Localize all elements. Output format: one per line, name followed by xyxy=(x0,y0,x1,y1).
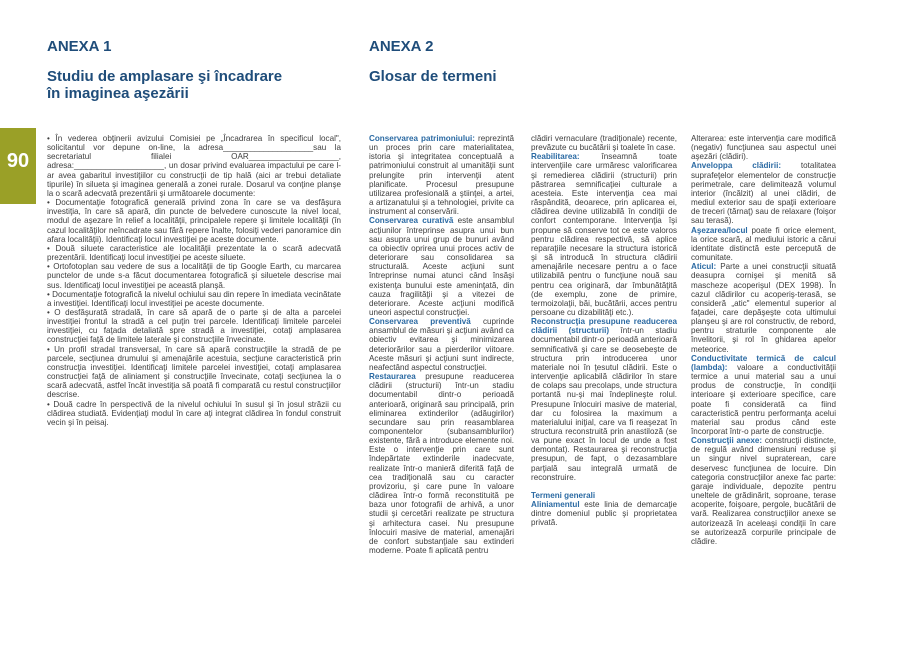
glossary-term: Conductivitate termică de calcul (lambda): xyxy=(691,353,836,372)
glossary-entry xyxy=(531,317,677,482)
glossary-term: Anveloppa clădirii: xyxy=(691,161,782,171)
glossary-term: Conservarea preventivă xyxy=(369,317,471,327)
glossary-definition: totalitatea suprafeţelor elementelor de construcţie perimetrale, care delimitează volumul interior (încălzit) al unei clădiri, de mediul exterior sau de spaţii exterioare de treceri (tărnaţ) sau de relaxare (foişor sau terasă). xyxy=(691,161,836,226)
annex-1-paragraph: • Documentaţie fotografică la nivelul ochiului sau din repere în imediata vecinătate a investiţiei. Identificaţi locul investiţiei pe aceste documente. xyxy=(47,289,341,308)
glossary-definition: reprezintă un proces prin care materialitatea, istoria şi integritatea conceptuală a patrimoniului construit al umanităţii sunt prelungite prin intervenţii atent planificate. Procesul presupune utilizarea profesională a ştiinţei, a artei, a artizanatului şi a tehnologiei, privite ca instrument al conservării. xyxy=(369,134,514,217)
glossary-entry xyxy=(531,500,677,527)
page-number: 90 xyxy=(6,150,30,172)
glossary-term: Conservarea patrimoniului: xyxy=(369,134,475,143)
annex-1-label: ANEXA 1 xyxy=(47,38,112,55)
glossary-term: Aliniamentul xyxy=(531,500,580,510)
glossary-definition: Parte a unei construcţii situată deasupra cornişei şi menită să mascheze acoperişul (DEX 1998). În cazul clădirilor cu acoperiş-terasă, se consideră „atic" elementul superior al faţadei, care depăşeşte cota ultimului planşeu şi are rol constructiv, de rebord, pentru straturile componente ale învelitorii, şi rol în ghidarea apelor meteorice. xyxy=(691,262,836,354)
glossary-entry xyxy=(369,134,514,216)
glossary-definition: cuprinde ansamblul de măsuri şi acţiuni având ca obiectiv evitarea şi minimizarea deteriorărilor sau a pierderilor viitoare. Aceste măsuri şi acţiuni sunt indirecte, neafectând aspectul construcţiei. xyxy=(369,317,514,372)
glossary-subheading: Termeni generali xyxy=(531,490,596,500)
annex-1-paragraph: • Două cadre în perspectivă de la nivelul ochiului în susul şi în josul străzii cu clădirea studiată. Evidenţiaţi modul în care aţi integrat clădirea în fondul construit vecin şi în peisaj. xyxy=(47,399,341,427)
glossary-entry xyxy=(369,372,514,555)
glossary-definition: este ansamblul acţiunilor întreprinse asupra unui bun sau asupra unui grup de bunuri având ca obiectiv oprirea unui proces activ de deteriorare sau consolidarea sa structurală. Aceste acţiuni sunt întreprinse numai atunci când însăşi existenţa bunului este ameninţată, din cauza fragilităţii şi a vitezei de deteriorare. Aceste acţiuni modifică uneori aspectul construcţiei. xyxy=(369,216,514,317)
glossary-term: Reconstrucţia presupune readucerea clădirii (structurii) xyxy=(531,317,677,336)
glossary-entry xyxy=(691,161,836,225)
glossary-term: Conservarea curativă xyxy=(369,216,454,226)
glossary-term: Reabilitarea: xyxy=(531,152,580,162)
glossary-entry xyxy=(691,436,836,546)
annex-1-title-line2: în imaginea aşezării xyxy=(47,85,189,102)
annex-2-label: ANEXA 2 xyxy=(369,38,434,55)
annex-1-title-line1: Studiu de amplasare şi încadrare xyxy=(47,68,283,85)
glossary-entry: Alterarea: este intervenţia care modifică (negativ) funcţiunea sau aspectul unei aşezări (clădiri). xyxy=(691,134,836,162)
glossary-column-1 xyxy=(369,134,514,555)
glossary-definition: într-un stadiu documentabil dintr-o perioadă anterioară semnificativă şi care se deosebeşte de structura prin introducerea unor materiale noi în ţesutul clădirii. Este o intervenţie aplicabilă clădirilor în stare de colaps sau precolaps, unde structura portantă nu-şi mai îndeplineşte rolul. Presupune înlocuiri masive de material, dar cu folosirea la maximum a materialului iniţial, care va fi reaşezat în structura reconstruită prin anastiloză (se va pune exact în locul de unde a fost demontat). Restaurarea şi reconstrucţia presupun, de fapt, o dezasamblare parţială sau integrală urmată de reconstruire. xyxy=(531,326,677,482)
glossary-entry xyxy=(369,317,514,372)
annex-1-paragraph: • Documentaţie fotografică generală privind zona în care se va desfăşura investiţia, în care să apară, din puncte de belvedere cunoscute la nivel local, modul de aşezare în relief a localităţii, principalele repere şi limitele localităţii (în cazul localităţilor neîncadrate sau fără repere înalte, folosiţi vederi panoramice din afara localităţii). Identificaţi locul investiţiei pe aceste documente. xyxy=(47,198,341,244)
glossary-column-3 xyxy=(691,134,836,546)
glossary-entry xyxy=(531,152,677,317)
glossary-column-2 xyxy=(531,134,677,528)
glossary-definition: este linia de demarcaţie dintre domeniul public şi proprietatea privată. xyxy=(531,500,677,528)
annex-1-body xyxy=(47,134,341,427)
glossary-entry xyxy=(691,354,836,436)
glossary-entry xyxy=(369,216,514,317)
annex-1-title xyxy=(47,68,282,102)
glossary-term: Aşezarea/locul xyxy=(691,225,748,235)
glossary-term: Aticul: xyxy=(691,262,717,272)
glossary-entry xyxy=(691,262,836,354)
glossary-definition: poate fi orice element, la orice scară, al mediului istoric a cărui identitate distinctă este percepută de comunitate. xyxy=(691,225,836,263)
glossary-definition: valoare a conductivităţii termice a unui material sau a unui produs de construcţie, în condiţii interioare şi exterioare specifice, care poate fi considerată ca fiind caracteristică pentru performanţa acelui material sau produs când este încorporat într-o parte de construcţie. xyxy=(691,362,837,436)
page-number-tab xyxy=(0,128,36,204)
annex-1-paragraph: • În vederea obţinerii avizului Comisiei pe „Încadrarea în specificul local", solicitantul vor depune on-line, la adresa____________________sau la secretariatul filialei OAR____________________, adresa:____________________, un dosar privind evaluarea impactului pe care l-ar avea gabaritul investiţiilor cu construcţii de tip hală (aici ar trebui detaliate tipurile) în silueta şi imaginea generală a zonei rurale. Dosarul va conţine planşe la o scară adecvată prezentării şi următoarele documente: xyxy=(47,134,341,198)
glossary-definition: înseamnă toate intervenţiile care urmăresc valorificarea şi remedierea clădirii (structurii) prin păstrarea semnificaţiei culturale a acesteia. Este intervenţia cea mai răspândită, deoarece, prin aplicarea ei, clădirea devine utilizabilă în condiţii de confort contemporane. Intervenţia îşi propune să conserve tot ce este valoros pentru clădirea respectivă, să aplice reparaţiile necesare la structura istorică şi să introducă în structura clădirii amenajările necesare pentru a o face utilizabilă pentru o funcţiune nouă sau pentru cea originară, dar îmbunătăţită (de exemplu, zone de primire, termoizolaţii, băi, bucătării, acces pentru persoane cu dizabilităţi etc.). xyxy=(531,152,678,317)
glossary-term: Construcţii anexe: xyxy=(691,436,763,446)
glossary-entry xyxy=(691,226,836,263)
glossary-definition: presupune readucerea clădirii (structurii) într-un stadiu documentabil dintr-o perioadă anterioară, originară sau principală, prin eliminarea extinderilor (adăugirilor) secundare sau prin reasamblarea componentelor (subansamblurilor) existente, fără a introduce elemente noi. Este o intervenţie prin care sunt îndepărtate extinderile inadecvate, realizate într-o manieră diferită faţă de cea tradiţională sau cu caracter provizoriu, şi care pune în valoare clădirea într-o formă reconstituită pe baza unor fotografii de arhivă, a unor studii şi cercetări realizate pe structura şi arhitectura casei. Nu presupune înlocuiri masive de material, amenajări de confort substanţiale sau extinderi moderne. Poate fi aplicată pentru xyxy=(369,372,514,556)
glossary-definition: construcţii distincte, de regulă având dimensiuni reduse şi un singur nivel supraterean, care deservesc funcţiunea de locuire. Din categoria construcţiilor anexe fac parte: garaje individuale, depozite pentru uneltele de grădinărit, soproane, terase acoperite, foişoare, pergole, bucătării de vară. Realizarea construcţiilor anexe se autorizează în aceleaşi condiţii în care se autorizează corpurile principale de clădire. xyxy=(691,436,836,546)
annex-1-paragraph: • O desfăşurată stradală, în care să apară de o parte şi de alta a parcelei investiţiei frontul la stradă a cel puţin trei parcele. Identificaţi limitele parcelei investiţiei, cu faţada detaliată spre stradă a investiţiei, cotaţi amplasarea construcţiei faţă de limitele laterale şi construcţiile învecinate. xyxy=(47,307,341,345)
glossary-term: Restaurarea xyxy=(369,372,416,382)
annex-1-paragraph: • Un profil stradal transversal, în care să apară construcţiile la stradă de pe parcele, secţiunea drumului şi amenajările acestuia, secţiune caracteristică prin construcţia investiţiei. Identificaţi limitele parcelei investiţiei, cotaţi amplasarea construcţiei faţă de aliniament şi construcţiile învecinate, cotaţi secţiunea la o scară adecvată, astfel încât investiţia să poată fi comparată cu restul construcţiilor descrise. xyxy=(47,344,341,400)
annex-1-paragraph: • Ortofotoplan sau vedere de sus a localităţii de tip Google Earth, cu marcarea punctelor de unde s-a făcut documentarea fotografică şi siluetele descrise mai sus. Identificaţi locul investiţiei pe această planşă. xyxy=(47,262,341,290)
annex-2-title: Glosar de termeni xyxy=(369,68,497,85)
annex-1-paragraph: • Două siluete caracteristice ale localităţii prezentate la o scară adecvată prezentării. Identificaţi locul investiţiei pe aceste siluete. xyxy=(47,243,341,263)
glossary-entry: clădiri vernaculare (tradiţionale) recente, prevăzute cu bucătării şi toalete în case. xyxy=(531,134,677,153)
